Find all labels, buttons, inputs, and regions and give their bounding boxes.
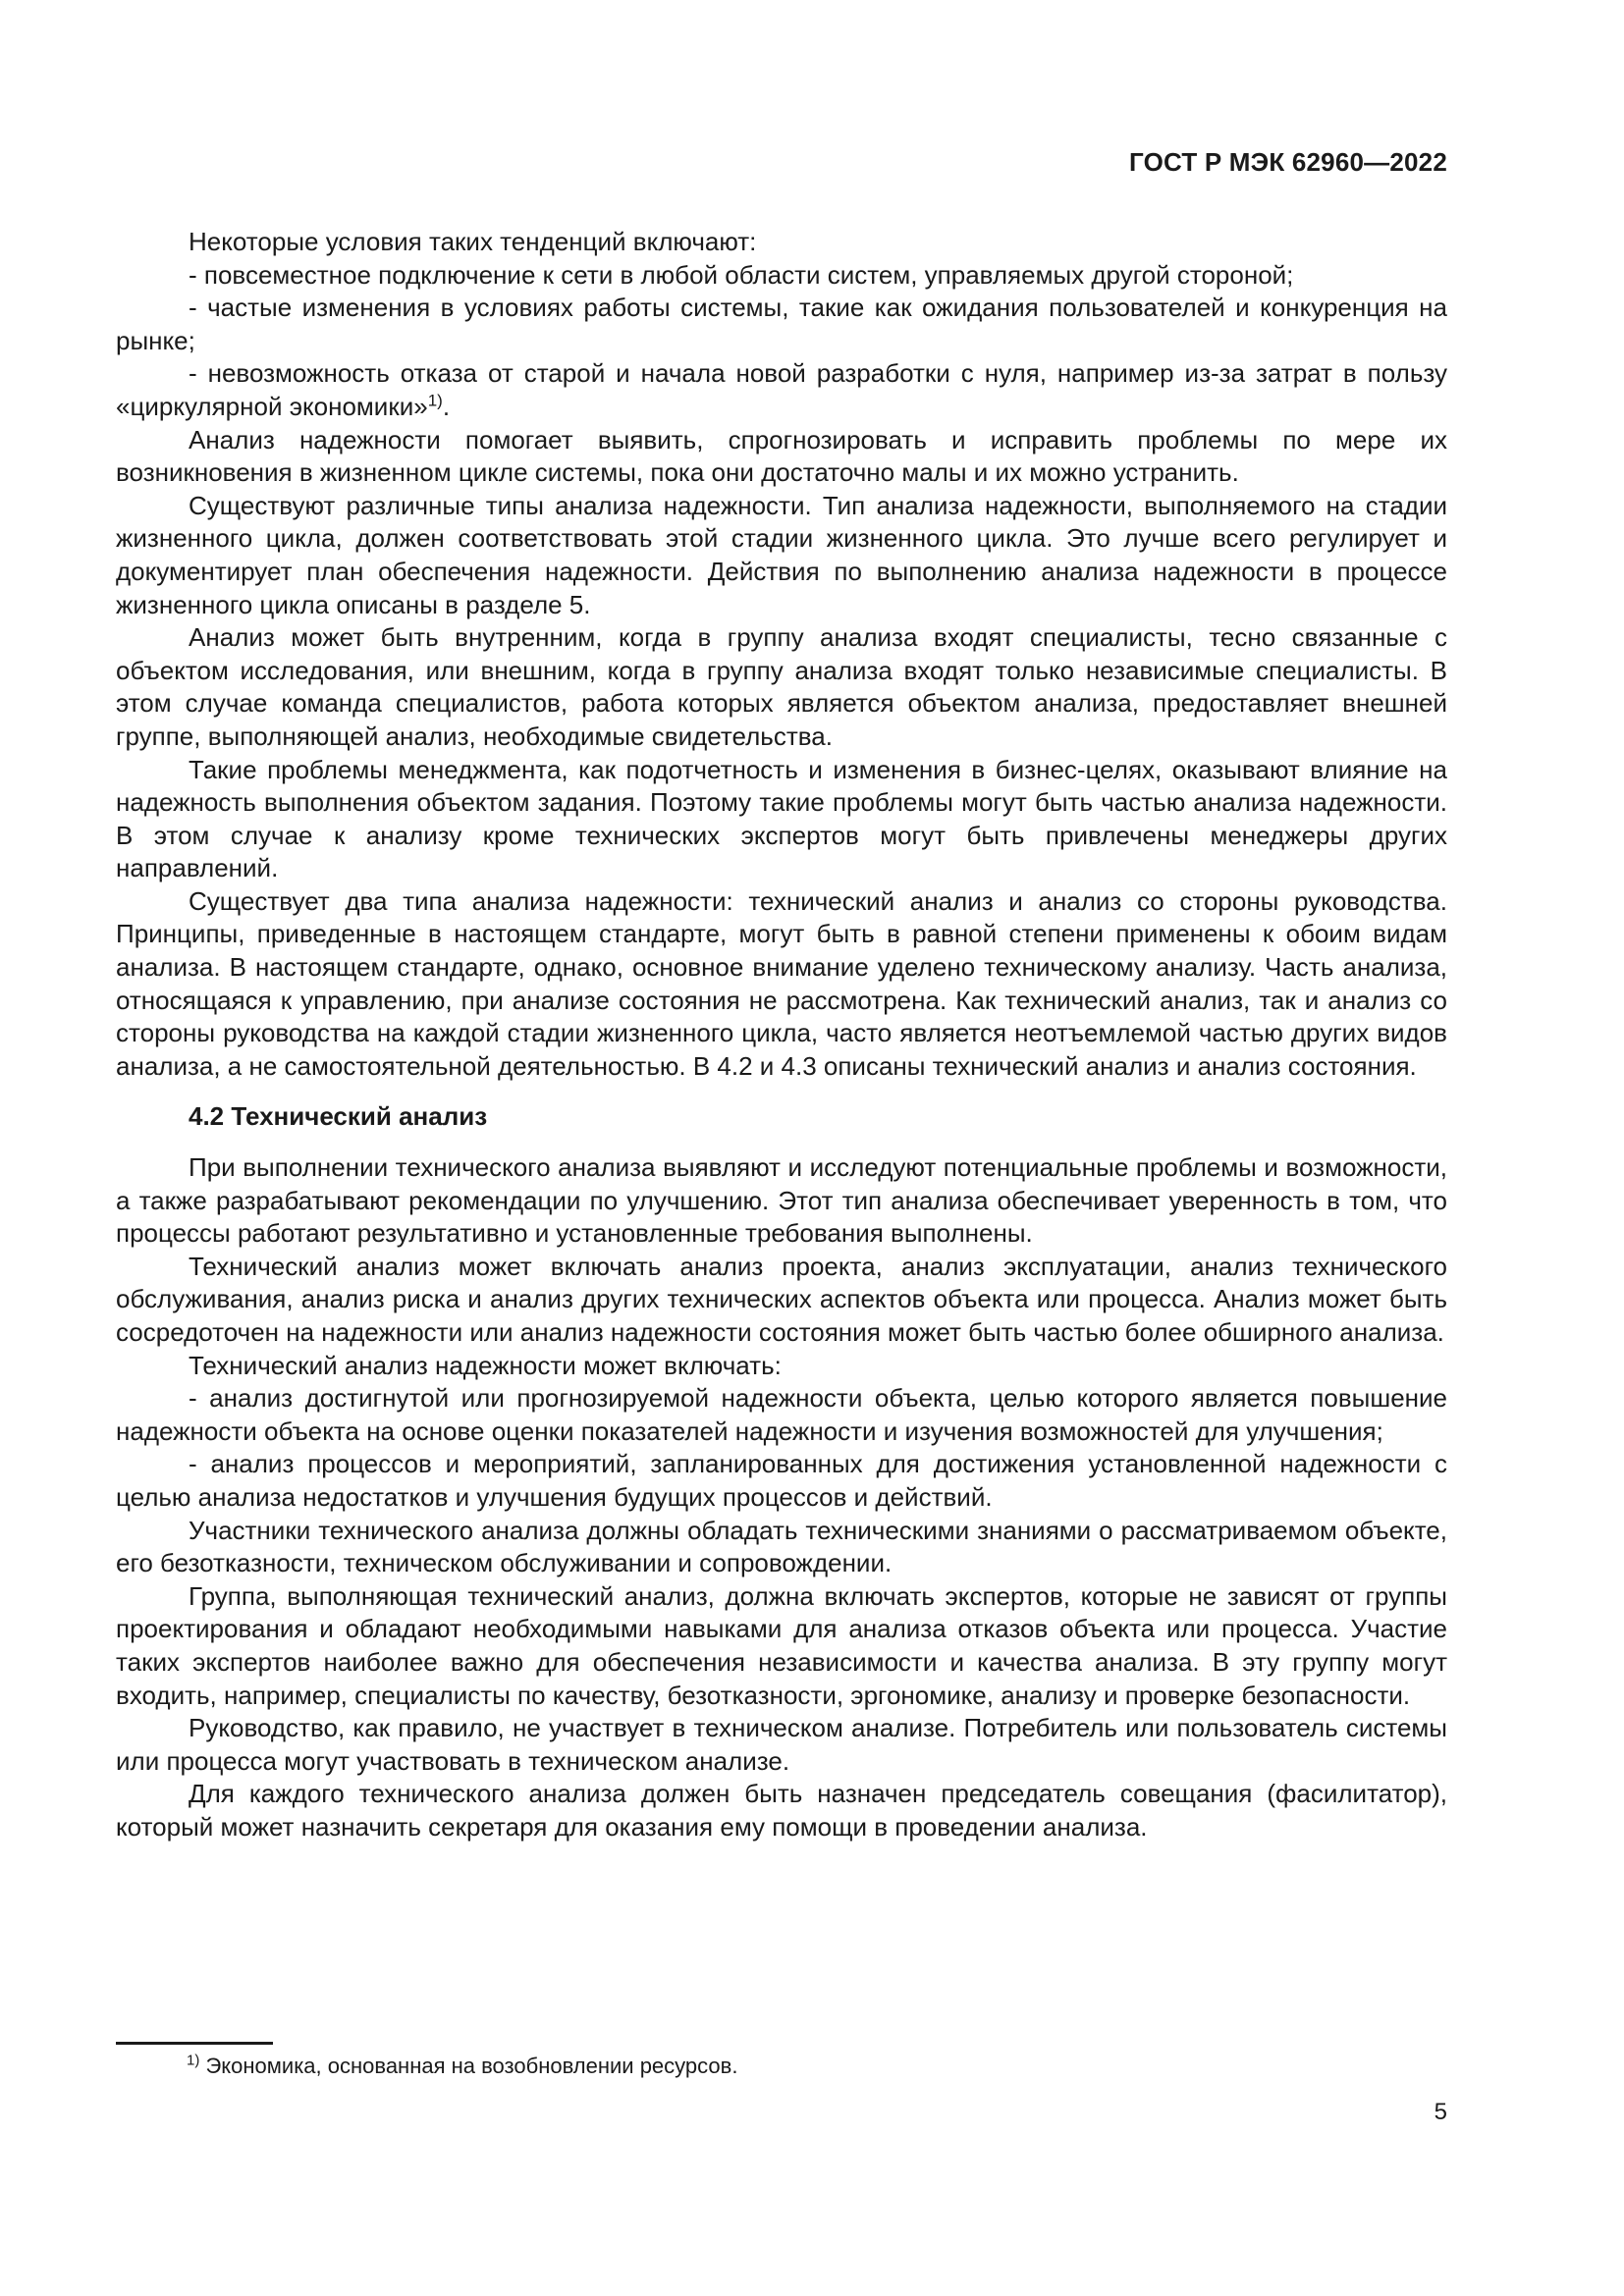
paragraph: Группа, выполняющая технический анализ, должна включать экспертов, которые не зависят от группы проектирования и обладают необходимыми навыками для анализа отказов объекта или процесса. Участие таких экспертов наиболее важно для обеспечения независимости и качества анализа. В эту группу могут входить, например, специалисты по качеству, безотказности, эргономике, анализу и проверке безопасности. xyxy=(116,1580,1447,1710)
paragraph: Участники технического анализа должны обладать техническими знаниями о рассматриваемом объекте, его безотказности, техническом обслуживании и сопровождении. xyxy=(116,1515,1447,1578)
document-body xyxy=(116,226,1447,1844)
section-heading: 4.2 Технический анализ xyxy=(189,1101,488,1132)
list-item-text: - невозможность отказа от старой и начала новой разработки с нуля, например из-за затрат в пользу «циркулярной экономики» xyxy=(116,358,1447,421)
paragraph: Существуют различные типы анализа надежности. Тип анализа надежности, выполняемого на стадии жизненного цикла, должен соответствовать этой стадии жизненного цикла. Это лучше всего регулирует и документирует план обеспечения надежности. Действия по выполнению анализа надежности в процессе жизненного цикла описаны в разделе 5. xyxy=(116,490,1447,619)
list-item: - повсеместное подключение к сети в любой области систем, управляемых другой стороной; xyxy=(189,259,1294,290)
document-header: ГОСТ Р МЭК 62960—2022 xyxy=(1128,147,1447,177)
footnote-text: Экономика, основанная на возобновлении ресурсов. xyxy=(205,2054,738,2078)
page-number: 5 xyxy=(1434,2099,1447,2125)
paragraph: Анализ может быть внутренним, когда в группу анализа входят специалисты, тесно связанные с объектом исследования, или внешним, когда в группу анализа входят только независимые специалисты. В этом случае команда специалистов, работа которых является объектом анализа, предоставляет внешней группе, выполняющей анализ, необходимые свидетельства. xyxy=(116,622,1447,751)
paragraph: Существует два типа анализа надежности: технический анализ и анализ со стороны руководства. Принципы, приведенные в настоящем стандарте, могут быть в равной степени применены к обоим видам анализа. В настоящем стандарте, однако, основное внимание уделено техническому анализу. Часть анализа, относящаяся к управлению, при анализе состояния не рассмотрена. Как технический анализ, так и анализ со стороны руководства на каждой стадии жизненного цикла, часто является неотъемлемой частью других видов анализа, а не самостоятельной деятельностью. В 4.2 и 4.3 описаны технический анализ и анализ состояния. xyxy=(116,885,1447,1081)
list-item: - анализ достигнутой или прогнозируемой надежности объекта, целью которого является повышение надежности объекта на основе оценки показателей надежности и изучения возможностей для улучшения; xyxy=(116,1383,1447,1446)
footnote xyxy=(187,2053,737,2080)
paragraph: Некоторые условия таких тенденций включают: xyxy=(189,227,757,256)
paragraph: При выполнении технического анализа выявляют и исследуют потенциальные проблемы и возможности, а также разрабатывают рекомендации по улучшению. Этот тип анализа обеспечивает уверенность в том, что процессы работают результативно и установленные требования выполнены. xyxy=(116,1152,1447,1249)
paragraph: Анализ надежности помогает выявить, спрогнозировать и исправить проблемы по мере их возникновения в жизненном цикле системы, пока они достаточно малы и их можно устранить. xyxy=(116,424,1447,488)
paragraph: Руководство, как правило, не участвует в техническом анализе. Потребитель или пользователь системы или процесса могут участвовать в техническом анализе. xyxy=(116,1713,1447,1776)
footnote-marker: 1) xyxy=(187,2052,200,2069)
list-item: - анализ процессов и мероприятий, запланированных для достижения установленной надежности с целью анализа недостатков и улучшения будущих процессов и действий. xyxy=(116,1449,1447,1512)
paragraph: Технический анализ может включать анализ проекта, анализ эксплуатации, анализ технического обслуживания, анализ риска и анализ других технических аспектов объекта или процесса. Анализ может быть сосредоточен на надежности или анализ надежности состояния может быть частью более обширного анализа. xyxy=(116,1251,1447,1347)
footnote-divider xyxy=(116,2042,273,2045)
list-item: - частые изменения в условиях работы системы, такие как ожидания пользователей и конкуренция на рынке; xyxy=(116,293,1447,355)
paragraph: Технический анализ надежности может включать: xyxy=(189,1350,782,1380)
paragraph: Такие проблемы менеджмента, как подотчетность и изменения в бизнес-целях, оказывают влияние на надежность выполнения объектом задания. Поэтому такие проблемы могут быть частью анализа надежности. В этом случае к анализу кроме технических экспертов могут быть привлечены менеджеры других направлений. xyxy=(116,754,1447,883)
list-item-with-footnote xyxy=(116,357,1447,423)
list-item-end: . xyxy=(442,391,451,421)
footnote-reference: 1) xyxy=(427,391,443,410)
paragraph: Для каждого технического анализа должен быть назначен председатель совещания (фасилитатор), который может назначить секретаря для оказания ему помощи в проведении анализа. xyxy=(116,1779,1447,1842)
